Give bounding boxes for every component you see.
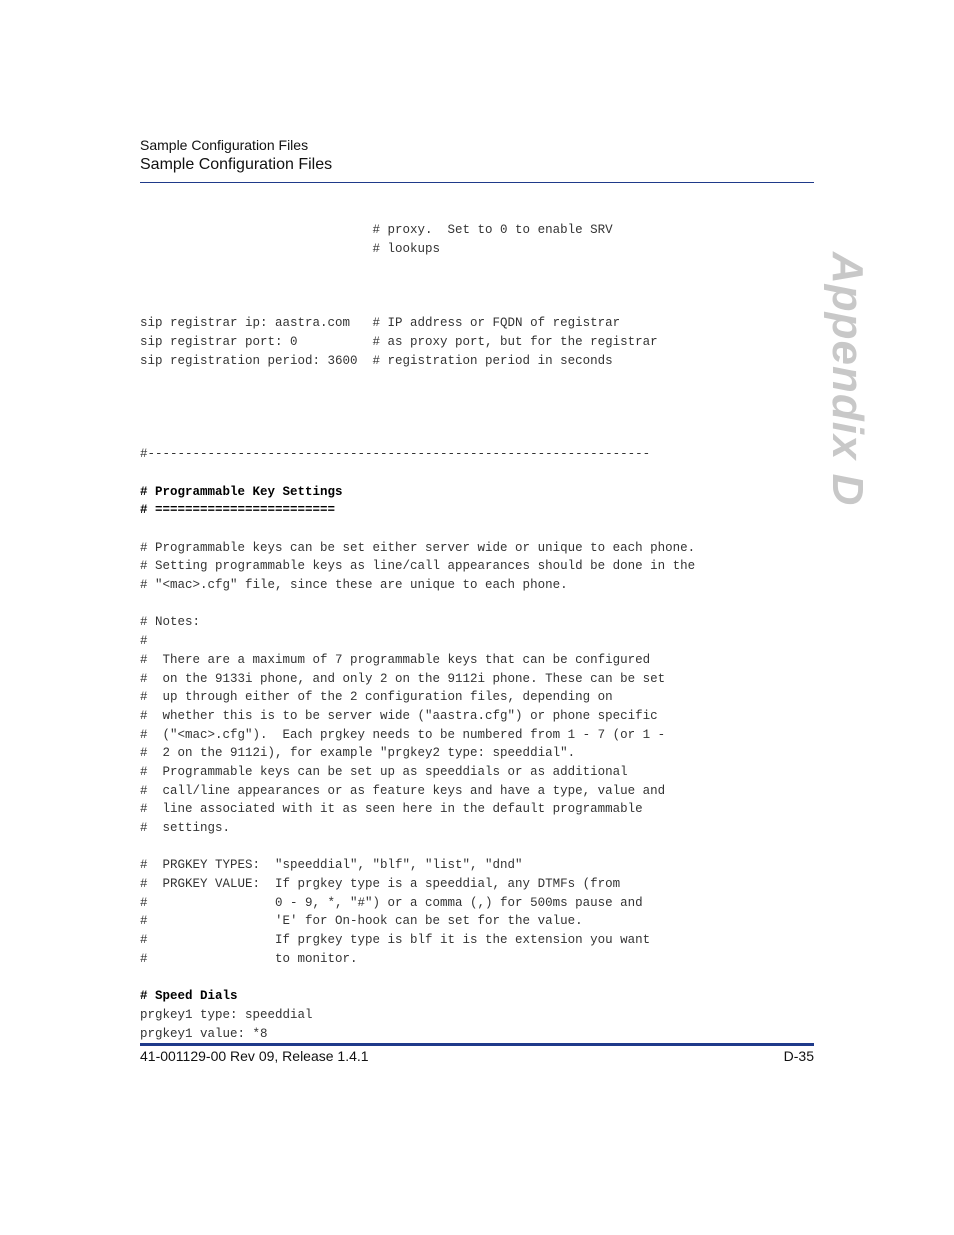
code-line: # 'E' for On-hook can be set for the value.	[140, 914, 583, 929]
section-heading-speed-dials: # Speed Dials	[140, 989, 238, 1004]
section-heading-programmable-keys: # Programmable Key Settings	[140, 484, 343, 499]
code-line	[140, 277, 810, 296]
code-line: # "<mac>.cfg" file, since these are unique to each phone.	[140, 578, 568, 593]
footer-doc-id: 41-001129-00 Rev 09, Release 1.4.1	[140, 1048, 369, 1064]
code-line: # Programmable keys can be set either server wide or unique to each phone.	[140, 540, 696, 555]
code-line: # Setting programmable keys as line/call appearances should be done in the	[140, 559, 696, 574]
code-block	[140, 221, 810, 1043]
code-line: # If prgkey type is blf it is the extension you want	[140, 933, 651, 948]
code-line	[140, 464, 810, 483]
code-line: # call/line appearances or as feature keys and have a type, value and	[140, 783, 666, 798]
code-line: # on the 9133i phone, and only 2 on the 9112i phone. These can be set	[140, 671, 666, 686]
code-divider-line: #-------------------------------------------------------------------	[140, 447, 651, 462]
code-line	[140, 969, 810, 988]
code-line: # PRGKEY VALUE: If prgkey type is a speeddial, any DTMFs (from	[140, 877, 621, 892]
code-line: sip registrar port: 0 # as proxy port, but for the registrar	[140, 335, 658, 350]
code-line: sip registrar ip: aastra.com # IP address or FQDN of registrar	[140, 316, 621, 331]
running-header: Sample Configuration Files	[140, 137, 309, 153]
code-line	[140, 296, 810, 315]
code-line	[140, 520, 810, 539]
code-line: #	[140, 634, 148, 649]
code-line: # settings.	[140, 821, 231, 835]
footer-rule	[140, 1043, 814, 1046]
section-heading-underline: # ========================	[140, 503, 336, 518]
code-line: # 2 on the 9112i), for example "prgkey2 type: speeddial".	[140, 746, 576, 761]
code-line	[140, 389, 810, 408]
code-line: # whether this is to be server wide ("aastra.cfg") or phone specific	[140, 708, 658, 723]
code-line: # Notes:	[140, 615, 201, 630]
code-line	[140, 427, 810, 446]
code-line: # There are a maximum of 7 programmable keys that can be configured	[140, 652, 651, 667]
code-line	[140, 258, 810, 277]
code-line: # 0 - 9, *, "#") or a comma (,) for 500ms pause and	[140, 895, 643, 910]
appendix-side-tab: Appendix D	[823, 252, 872, 507]
code-line	[140, 408, 810, 427]
code-line: prgkey1 value: *8	[140, 1026, 268, 1041]
header-rule	[140, 182, 814, 183]
footer-page-number: D-35	[783, 1048, 814, 1064]
code-line: # Programmable keys can be set up as speeddials or as additional	[140, 764, 628, 779]
code-line: # line associated with it as seen here in the default programmable	[140, 802, 643, 817]
page-title: Sample Configuration Files	[140, 156, 333, 173]
code-line: # to monitor.	[140, 951, 358, 966]
code-line: # up through either of the 2 configuration files, depending on	[140, 690, 613, 705]
code-line: # PRGKEY TYPES: "speeddial", "blf", "list", "dnd"	[140, 858, 523, 873]
code-line	[140, 371, 810, 390]
code-line: # proxy. Set to 0 to enable SRV	[140, 223, 613, 237]
code-line: prgkey1 type: speeddial	[140, 1007, 313, 1022]
code-line	[140, 595, 810, 614]
code-line: sip registration period: 3600 # registration period in seconds	[140, 353, 613, 368]
code-line: # lookups	[140, 241, 441, 256]
code-line: # ("<mac>.cfg"). Each prgkey needs to be numbered from 1 - 7 (or 1 -	[140, 727, 666, 742]
code-line	[140, 838, 810, 857]
